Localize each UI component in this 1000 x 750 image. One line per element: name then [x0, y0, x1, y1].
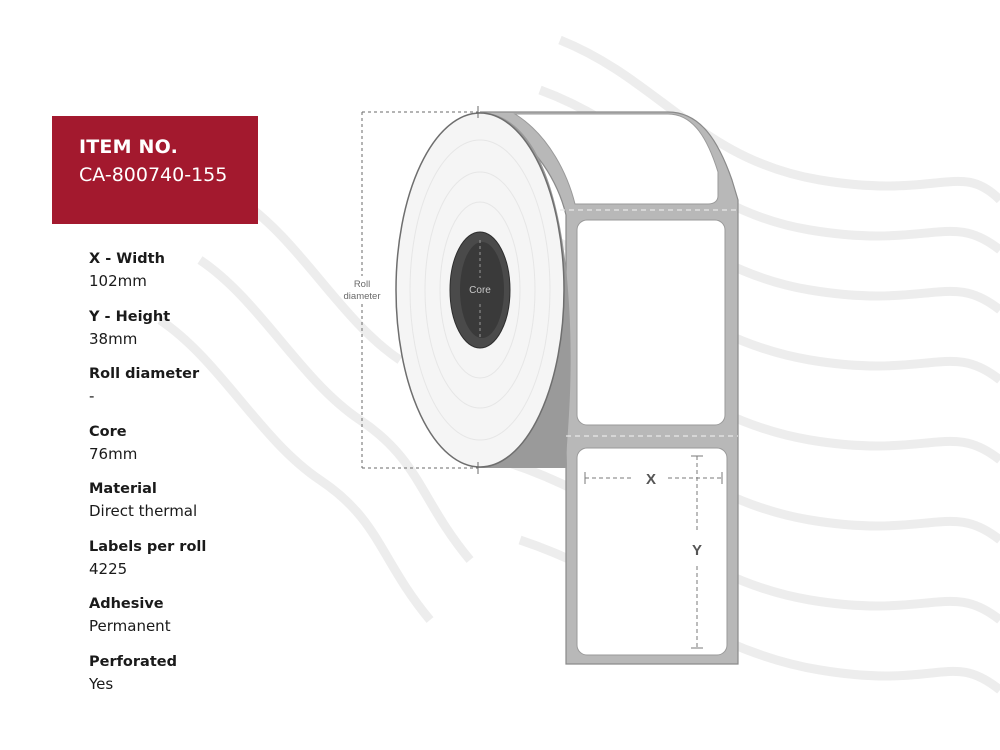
item-title: ITEM NO.: [79, 136, 178, 158]
spec-value: 4225: [89, 559, 128, 578]
core-label: Core: [469, 285, 491, 296]
spec-x-width: [89, 250, 329, 308]
spec-value: Yes: [89, 674, 114, 693]
spec-roll-diameter: [89, 365, 329, 423]
spec-material: [89, 480, 329, 538]
roll-diameter-label: diameter: [343, 291, 381, 302]
spec-value: -: [89, 387, 95, 405]
spec-label: Material: [89, 481, 157, 497]
spec-label: X - Width: [89, 251, 165, 267]
x-dimension-label: X: [645, 471, 657, 488]
spec-value: 102mm: [89, 272, 147, 290]
item-number: CA-800740-155: [79, 164, 228, 186]
spec-label: Core: [89, 423, 127, 440]
spec-label: Y - Height: [89, 308, 171, 325]
label-roll-diagram: [330, 100, 750, 680]
item-number-box: [52, 116, 258, 224]
spec-adhesive: [89, 595, 329, 653]
middle-label: [577, 220, 725, 425]
spec-perforated: [89, 653, 329, 711]
spec-list: [89, 250, 329, 710]
spec-labels-per-roll: [89, 538, 329, 596]
roll-diameter-label: Roll: [353, 279, 371, 290]
spec-label: Labels per roll: [89, 538, 207, 555]
spec-value: Direct thermal: [89, 502, 198, 520]
spec-value: Permanent: [89, 617, 171, 635]
spec-y-height: [89, 308, 329, 366]
spec-core: [89, 423, 329, 481]
spec-value: 38mm: [89, 329, 138, 348]
spec-label: Perforated: [89, 653, 177, 670]
spec-label: Roll diameter: [89, 366, 200, 382]
y-dimension-label: Y: [691, 542, 703, 559]
spec-label: Adhesive: [89, 596, 164, 612]
spec-value: 76mm: [89, 444, 138, 463]
